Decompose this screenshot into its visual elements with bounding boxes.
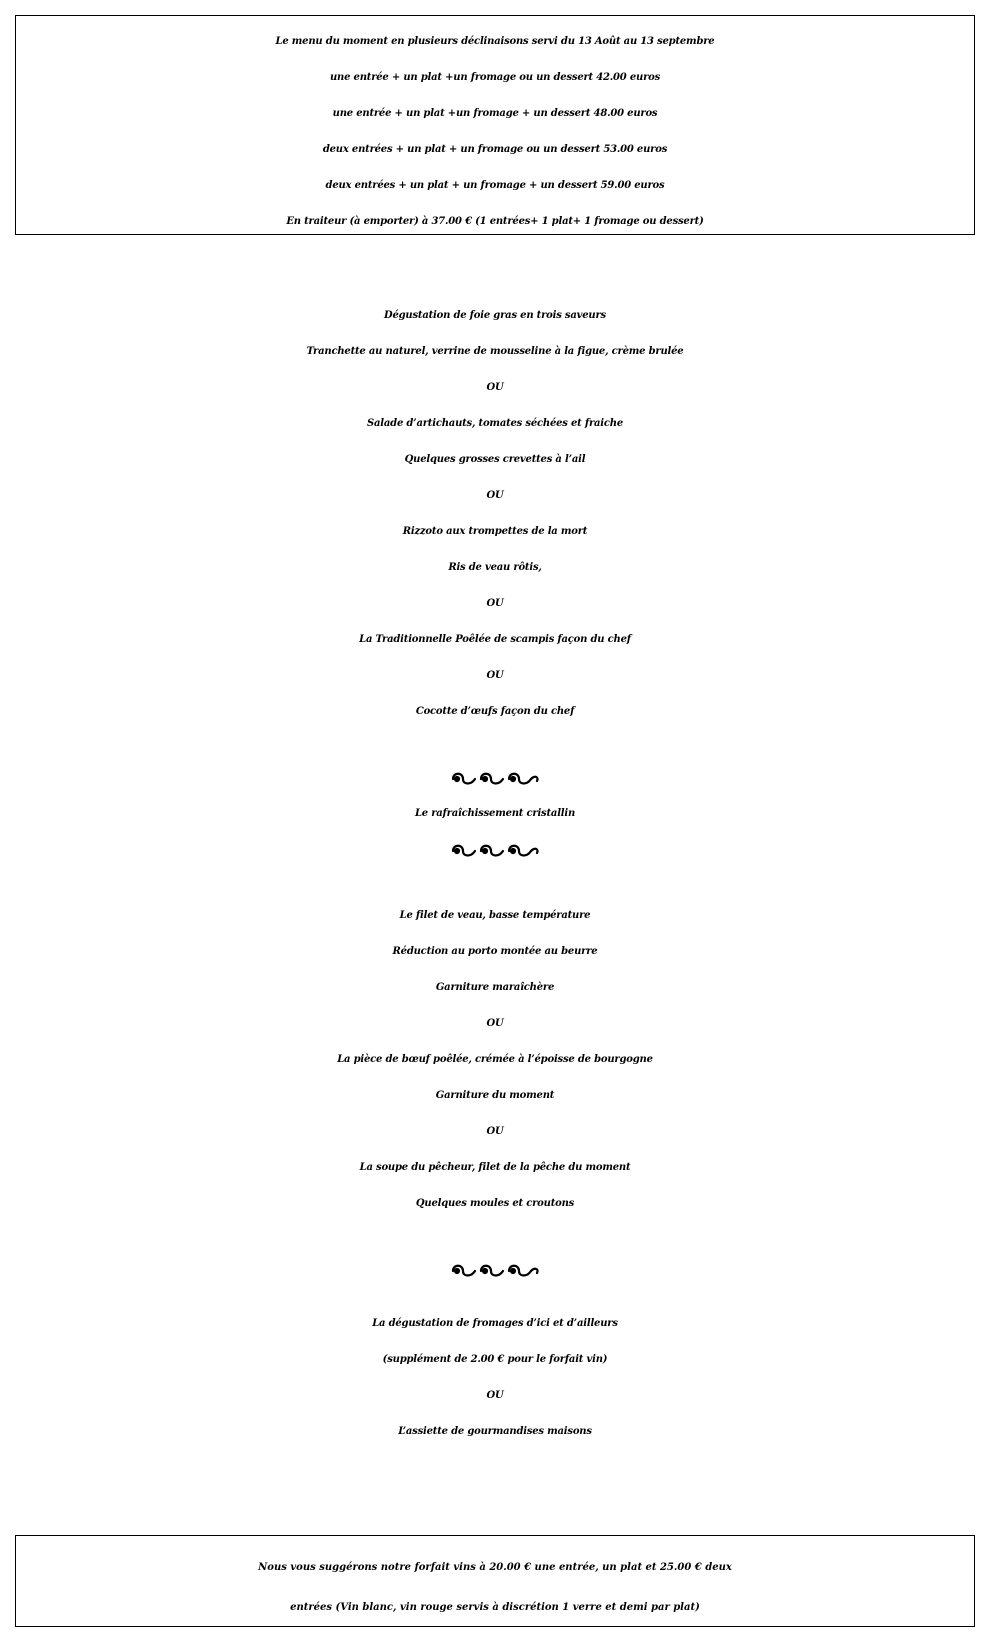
or-separator: OU	[486, 490, 504, 501]
pricing-line: deux entrées + un plat + un fromage ou un dessert 53.00 euros	[322, 144, 668, 155]
or-separator: OU	[486, 1390, 504, 1401]
or-separator: OU	[486, 1126, 504, 1137]
pricing-box	[15, 15, 975, 235]
menu-line: Ris de veau rôtis,	[448, 562, 542, 573]
pricing-line: une entrée + un plat +un fromage ou un dessert 42.00 euros	[329, 72, 661, 83]
wine-suggestion-line: entrées (Vin blanc, vin rouge servis à discrétion 1 verre et demi par plat)	[290, 1602, 700, 1613]
menu-line: (supplément de 2.00 € pour le forfait vin)	[382, 1354, 608, 1365]
interlude-label: Le rafraîchissement cristallin	[414, 808, 576, 819]
menu-line: La pièce de bœuf poêlée, crémée à l’époisse de bourgogne	[337, 1054, 653, 1065]
flourish-ornament-icon	[0, 1252, 990, 1288]
flourish-ornament-icon	[0, 832, 990, 868]
menu-line: Le filet de veau, basse température	[399, 910, 591, 921]
menu-line: Dégustation de foie gras en trois saveurs	[383, 310, 606, 321]
wine-suggestion-box	[15, 1535, 975, 1627]
menu-line: L’assiette de gourmandises maisons	[398, 1426, 592, 1437]
pricing-line: En traiteur (à emporter) à 37.00 € (1 entrées+ 1 plat+ 1 fromage ou dessert)	[286, 216, 704, 227]
menu-line: Réduction au porto montée au beurre	[392, 946, 598, 957]
menu-line: Tranchette au naturel, verrine de mousseline à la figue, crème brulée	[306, 346, 684, 357]
mains-section	[0, 898, 990, 1222]
or-separator: OU	[486, 598, 504, 609]
menu-line: La soupe du pêcheur, filet de la pêche du moment	[359, 1162, 631, 1173]
menu-line: La Traditionnelle Poêlée de scampis façon du chef	[359, 634, 631, 645]
or-separator: OU	[486, 1018, 504, 1029]
menu-line: Rizzoto aux trompettes de la mort	[402, 526, 588, 537]
flourish-ornament-icon	[0, 760, 990, 796]
section-spacer	[0, 730, 990, 760]
menu-line: Garniture maraîchère	[435, 982, 555, 993]
section-spacer	[0, 1288, 990, 1306]
menu-line: Quelques grosses crevettes à l’ail	[404, 454, 586, 465]
menu-line: La dégustation de fromages d’ici et d’ailleurs	[372, 1318, 618, 1329]
starters-section	[0, 298, 990, 730]
menu-line: Cocotte d’œufs façon du chef	[415, 706, 575, 717]
desserts-section	[0, 1306, 990, 1450]
pricing-line: deux entrées + un plat + un fromage + un dessert 59.00 euros	[325, 180, 665, 191]
menu-line: Quelques moules et croutons	[415, 1198, 575, 1209]
section-spacer	[0, 1222, 990, 1252]
menu-line: Salade d’artichauts, tomates séchées et fraiche	[366, 418, 624, 429]
or-separator: OU	[486, 382, 504, 393]
menu-line: Garniture du moment	[435, 1090, 555, 1101]
menu-body	[0, 298, 990, 1450]
or-separator: OU	[486, 670, 504, 681]
pricing-line: Le menu du moment en plusieurs déclinaisons servi du 13 Août au 13 septembre	[275, 36, 715, 47]
section-spacer	[0, 868, 990, 898]
wine-suggestion-line: Nous vous suggérons notre forfait vins à 20.00 € une entrée, un plat et 25.00 € deux	[258, 1562, 732, 1573]
pricing-line: une entrée + un plat +un fromage + un dessert 48.00 euros	[332, 108, 658, 119]
